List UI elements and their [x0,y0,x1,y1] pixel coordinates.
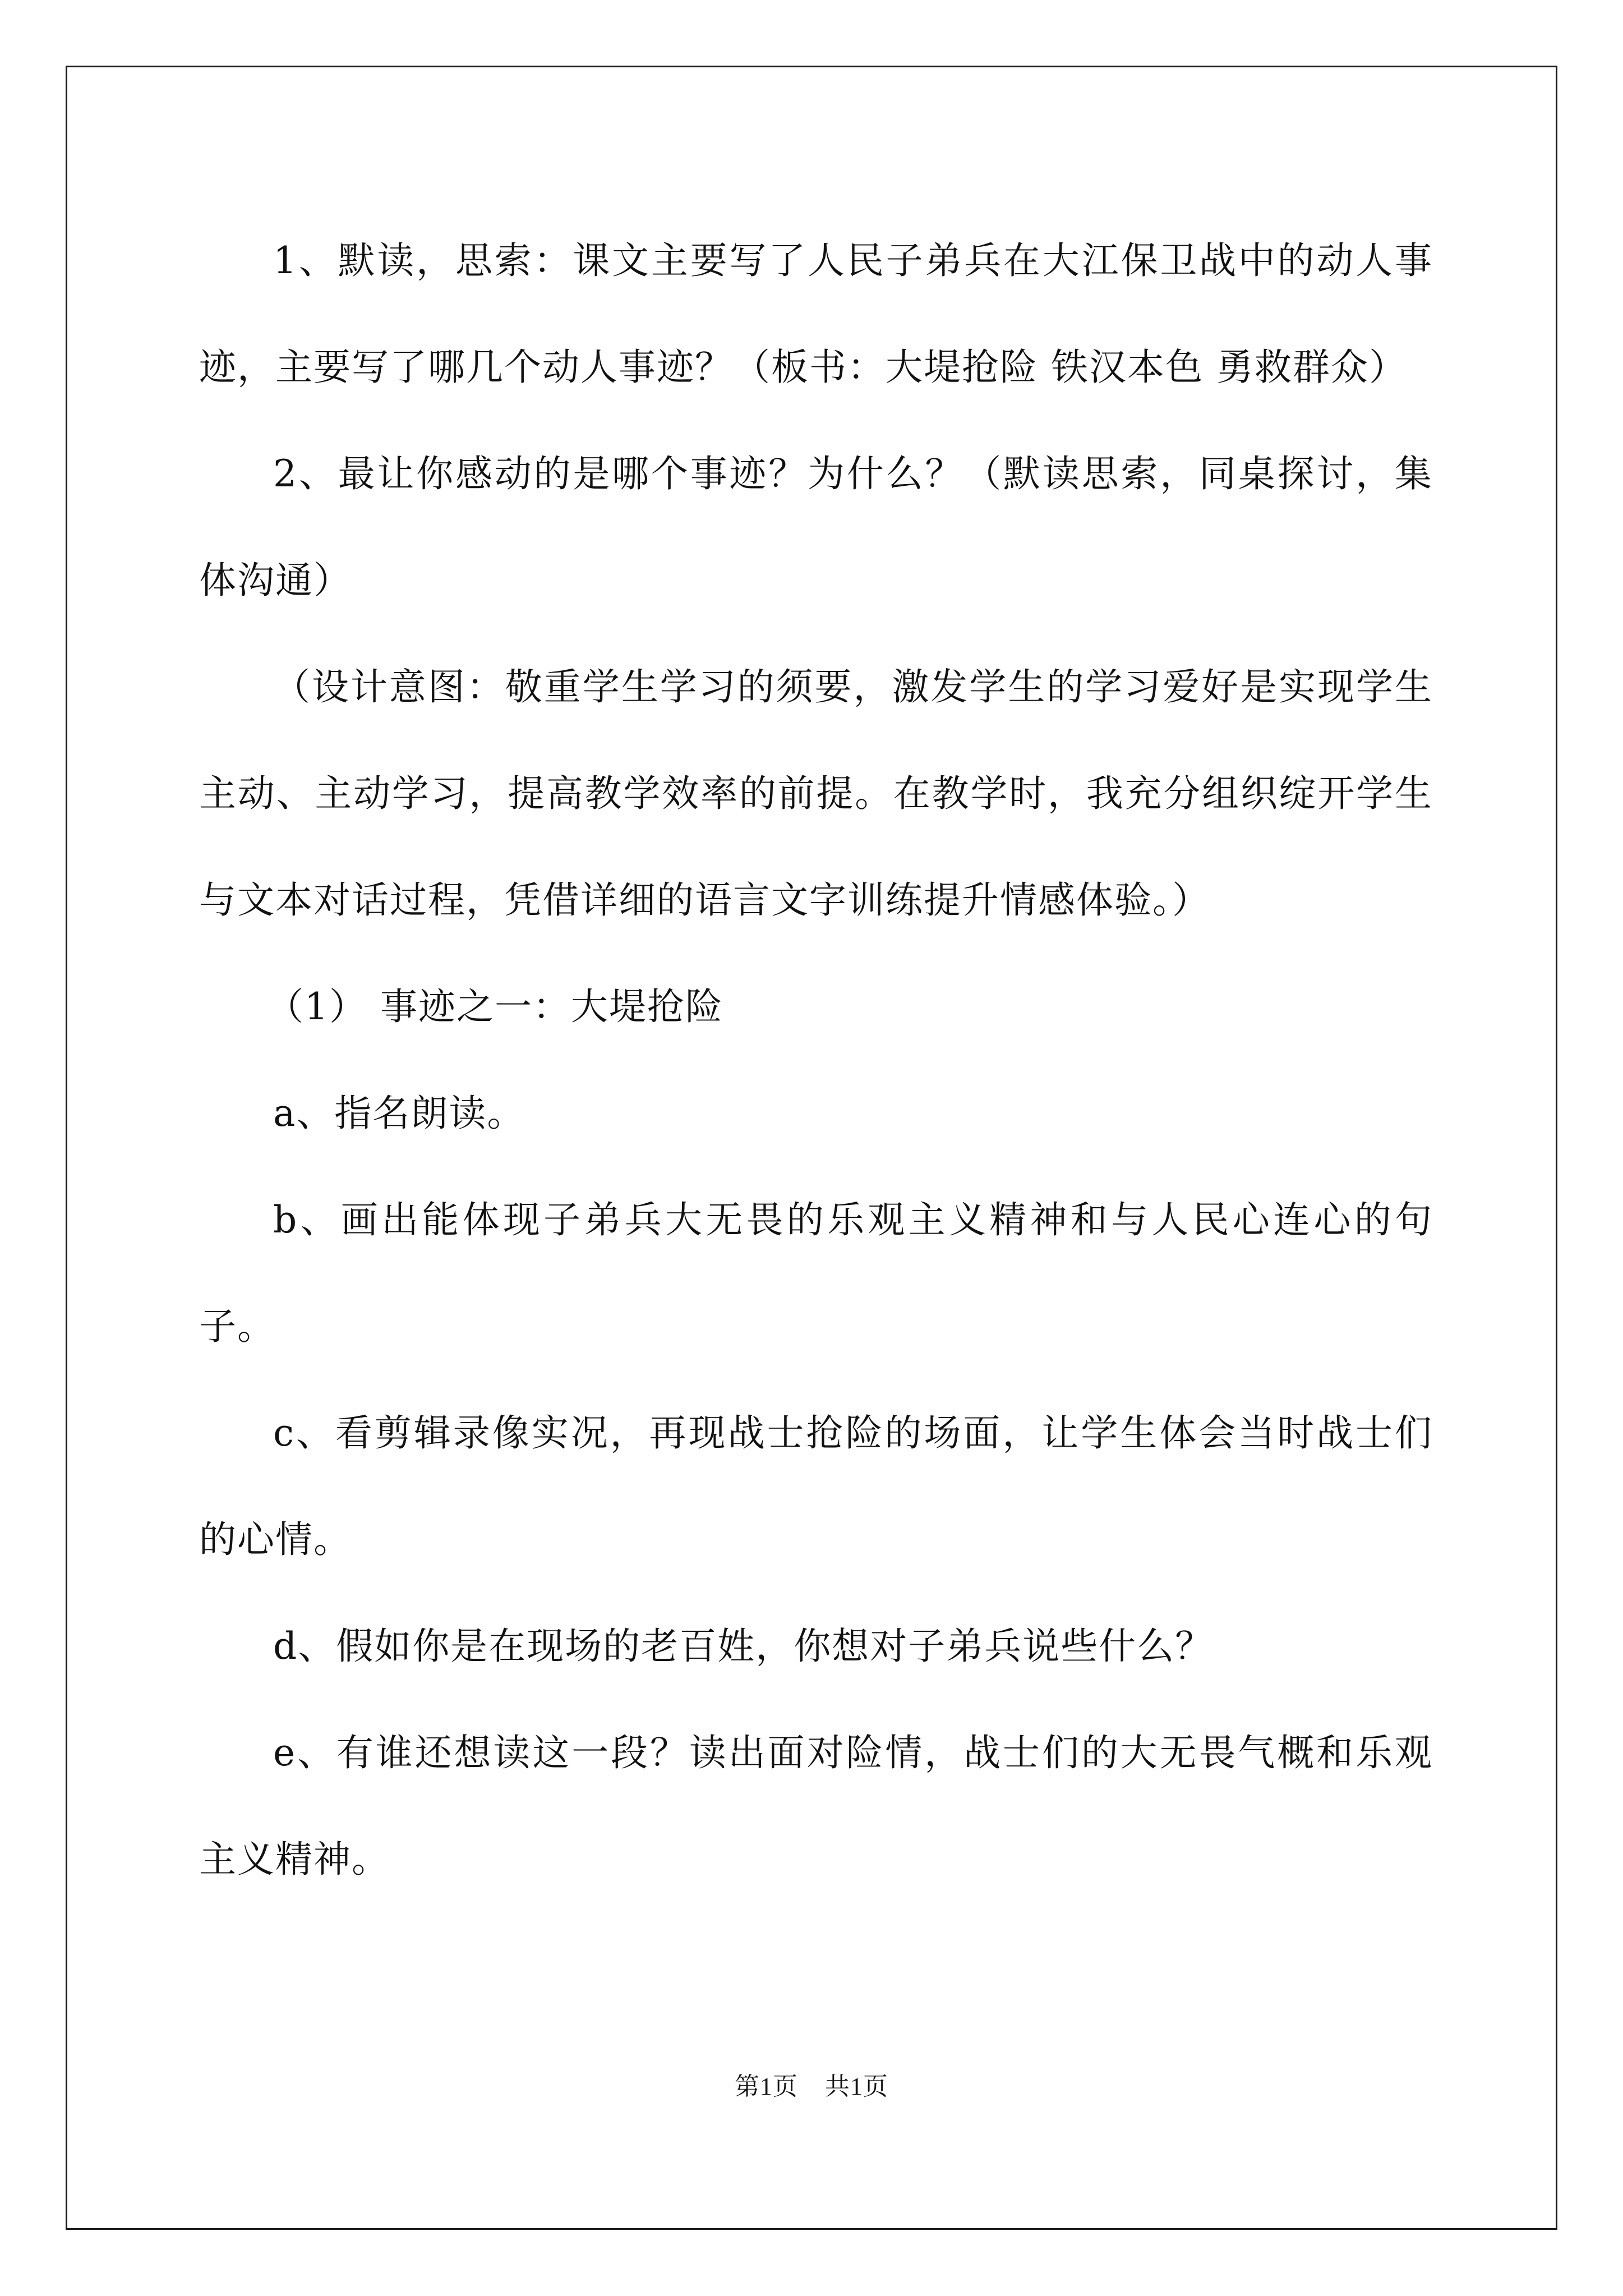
paragraph-step-e: e、有谁还想读这一段？读出面对险情，战士们的大无畏气概和乐观主义精神。 [199,1731,1433,1881]
page-number: 第1页 [735,2073,798,2100]
document-body [199,208,1433,1913]
paragraph-step-a: a、指名朗读。 [273,1092,525,1135]
paragraph-step-d: d、假如你是在现场的老百姓，你想对子弟兵说些什么？ [273,1625,1214,1668]
paragraph-question-1: 1、默读，思索：课文主要写了人民子弟兵在大江保卫战中的动人事迹，主要写了哪几个动人事迹？（板书：大堤抢险 铁汉本色 勇救群众） [199,239,1433,389]
paragraph-deed-heading: （1） 事迹之一：大堤抢险 [266,985,723,1028]
page-footer [0,2070,1623,2104]
paragraph-design-intent: （设计意图：敬重学生学习的须要，激发学生的学习爱好是实现学生主动、主动学习，提高教学效率的前提。在教学时，我充分组织绽开学生与文本对话过程，凭借详细的语言文字训练提升情感体验。） [199,665,1433,922]
paragraph-step-b: b、画出能体现子弟兵大无畏的乐观主义精神和与人民心连心的句子。 [199,1198,1433,1348]
page-total: 共1页 [825,2073,888,2100]
paragraph-step-c: c、看剪辑录像实况，再现战士抢险的场面，让学生体会当时战士们的心情。 [199,1411,1433,1561]
paragraph-question-2: 2、最让你感动的是哪个事迹？为什么？（默读思索，同桌探讨，集体沟通） [199,452,1433,602]
